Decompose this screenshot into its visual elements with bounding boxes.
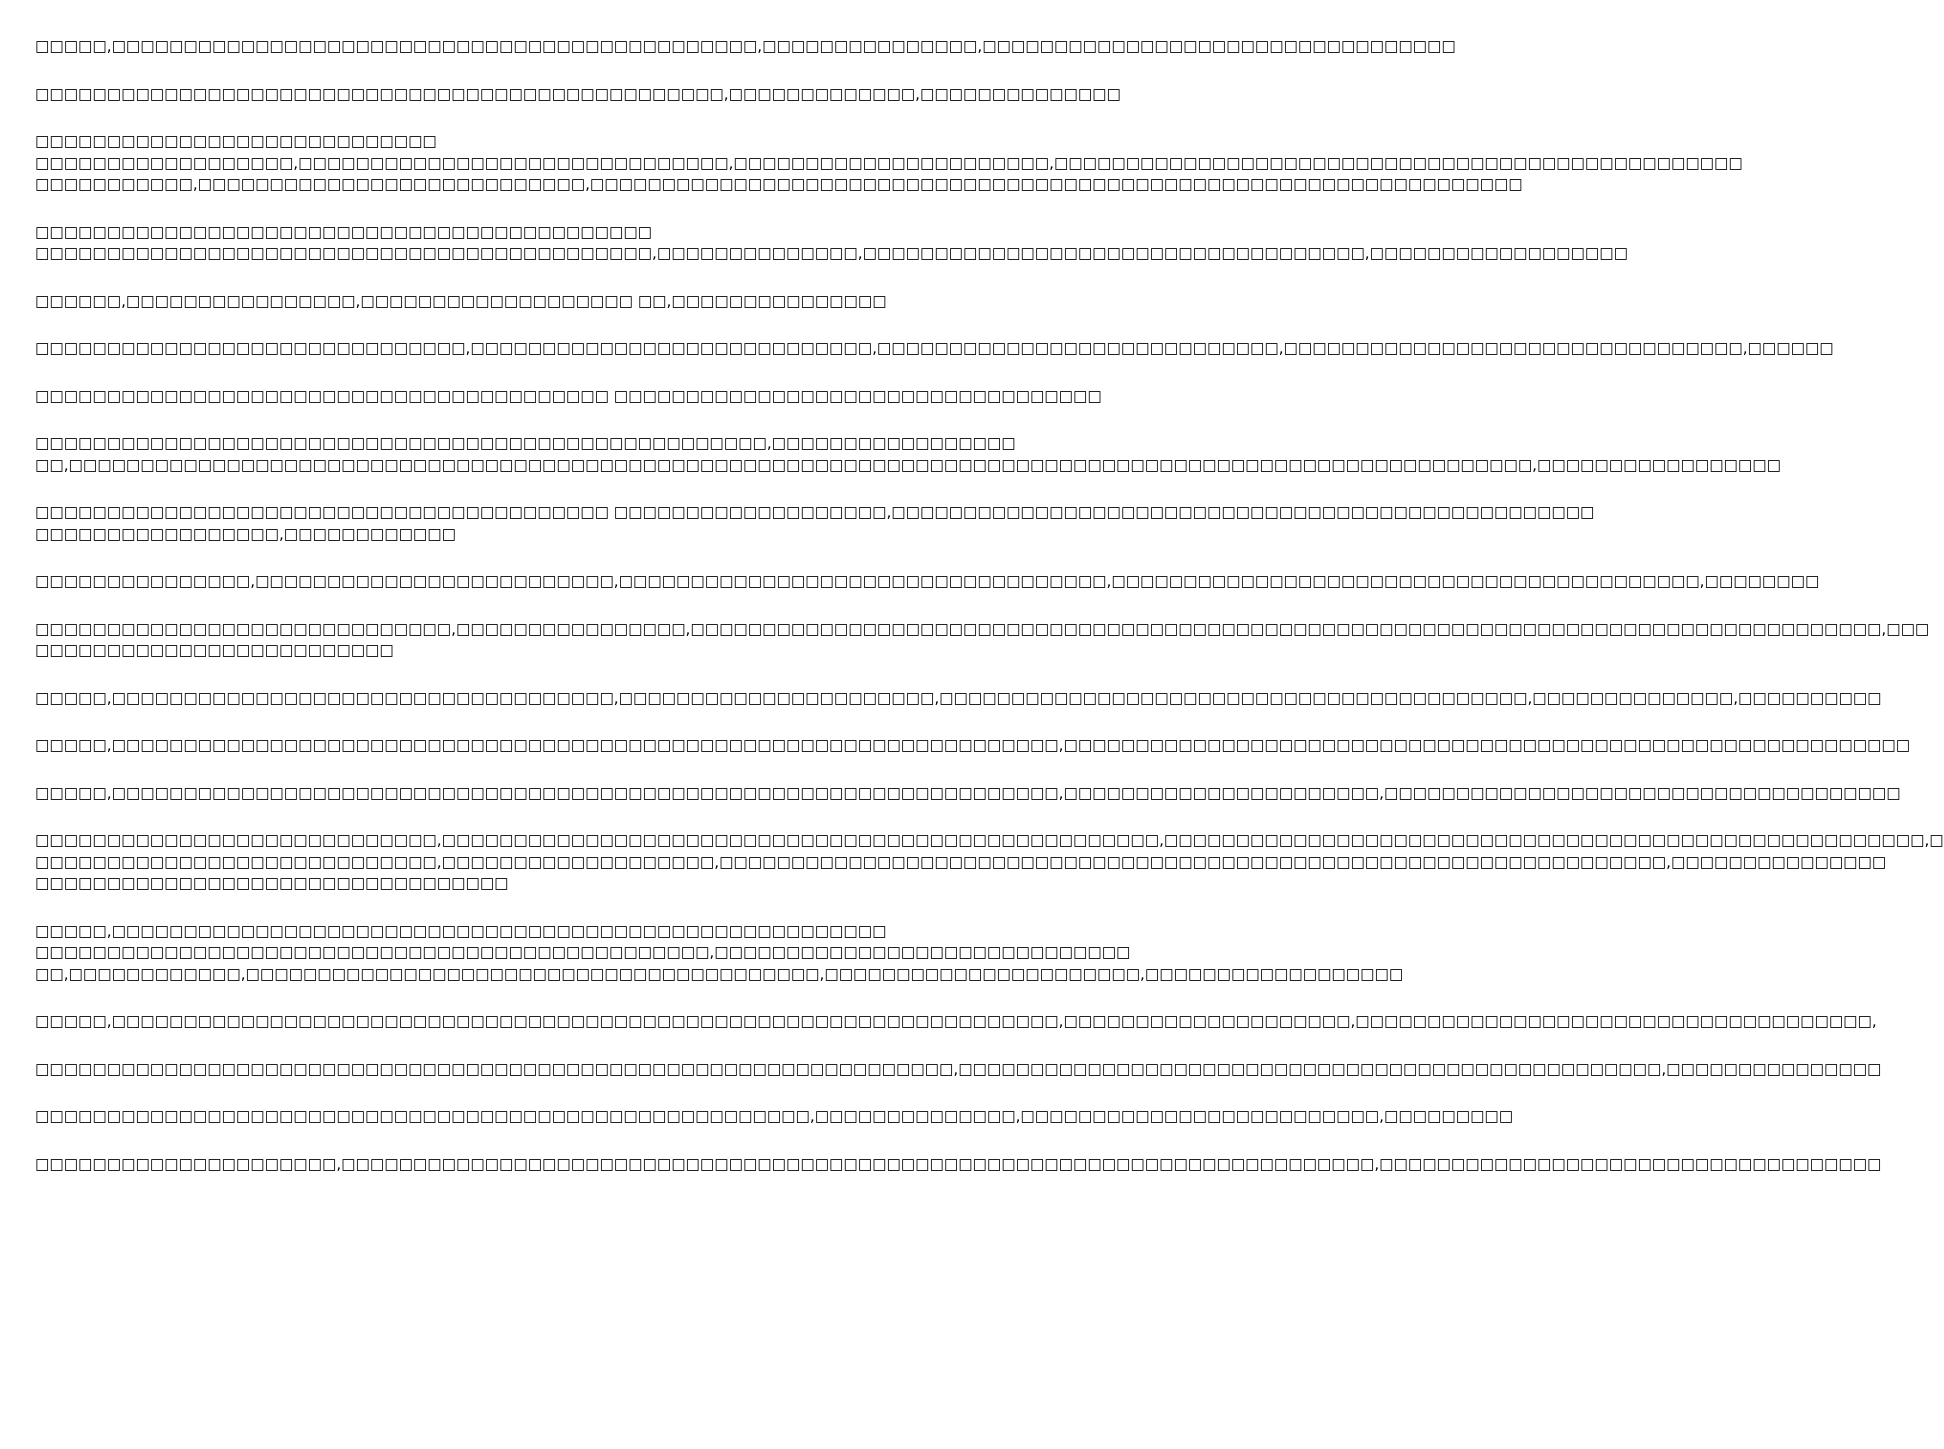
paragraph <box>35 386 1102 408</box>
text-line: □□□□□,□□□□□□□□□□□□□□□□□□□□□□□□□□□□□□□□□□□□□□□□□□□□□,□□□□□□□□□□□□□□□,□□□□□□□□□□□□□□□□□□□□□□□□□□□□□□□□□ <box>35 37 1456 55</box>
text-line: □□□□□□□□□□□□□□□□□□□□□□□□□□□□□□□□□□□□□□□□□□□□□□□□,□□□□□□□□□□□□□,□□□□□□□□□□□□□□ <box>35 84 1121 103</box>
text-line: □□□□□□□□□□□□□□□□□□□□□□□□□□□□□□,□□□□□□□□□□□□□□□□□□□□□□□□□□□□,□□□□□□□□□□□□□□□□□□□□□□□□□□□□,□□□□□□□□□□□□□□□□□□□□□□□□□□□□□□□□,□□□□□□ <box>35 339 1834 357</box>
text-line: □□□□□,□□□□□□□□□□□□□□□□□□□□□□□□□□□□□□□□□□□□□□□□□□□□□□□□□□□□□□□□□□□□□□□□□□,□□□□□□□□□□□□□□□□□□□□,□□□□□□□□□□□□□□□□□□□□□□□□□□□□□□□□□□□□, <box>35 1012 1877 1030</box>
text-line: □□□□□□□□□□□□□□□□□□□□□□□□□□□□,□□□□□□□□□□□□□□□□□□□□□□□□□□□□□□□□□□□□□□□□□□□□□□□□□□,□□□□□□□□□□□□□□□□□□□□□□□□□□□□□□□□□□□□□□□□□□□□□□□□□□□□□,□ <box>35 831 1944 849</box>
paragraph <box>35 1011 1877 1033</box>
text-line: □□,□□□□□□□□□□□□,□□□□□□□□□□□□□□□□□□□□□□□□□□□□□□□□□□□□□□□□,□□□□□□□□□□□□□□□□□□□□□□,□□□□□□□□□□□□□□□□□□ <box>35 964 1404 983</box>
text-line: □□□□□,□□□□□□□□□□□□□□□□□□□□□□□□□□□□□□□□□□□□□□□□□□□□□□□□□□□□□□□□□□□□□□□□□□,□□□□□□□□□□□□□□□□□□□□□□□□□□□□□□□□□□□□□□□□□□□□□□□□□□□□□□□□□□□ <box>35 736 1911 754</box>
paragraph <box>35 921 1404 986</box>
paragraph <box>35 338 1834 360</box>
text-line: □□□□□□□□□□□□□□□□□□□□□□□□□□□□□,□□□□□□□□□□□□□□□□,□□□□□□□□□□□□□□□□□□□□□□□□□□□□□□□□□□□□□□□□□□□□□□□□□□□□□□□□□□□□□□□□□□□□□□□□□□□□□□□□□□□,□□□ <box>35 619 1930 638</box>
paragraph <box>35 783 1901 805</box>
paragraph <box>35 619 1930 662</box>
text-line: □□□□□,□□□□□□□□□□□□□□□□□□□□□□□□□□□□□□□□□□□□□□□□□□□□□□□□□□□□□□□□□□□□□□□□□□,□□□□□□□□□□□□□□□□□□□□□□,□□□□□□□□□□□□□□□□□□□□□□□□□□□□□□□□□□□□ <box>35 783 1901 802</box>
text-line: □□□□□□□□□□□□□□□□□□□□□□□□□□□□ <box>35 132 437 150</box>
paragraph <box>35 36 1456 58</box>
text-line: □□□□□□□□□□□□□□□□□□□□□□□□□□□□□□□□□□□□□□□□□□□□□□□□□□□,□□□□□□□□□□□□□□□□□ <box>35 434 1016 452</box>
document-page <box>35 36 1944 1416</box>
paragraph <box>35 1059 1882 1081</box>
text-line: □□□□□□□□□□□□□□□□□□□□□□□□□□□□□□□□□□□□□□□□ □□□□□□□□□□□□□□□□□□□,□□□□□□□□□□□□□□□□□□□□□□□□□□□□□□□□□□□□□□□□□□□□□□□□□ <box>35 503 1595 521</box>
paragraph <box>35 571 1820 593</box>
paragraph <box>35 1154 1882 1176</box>
text-line: □□□□□□□□□□□□□□□□□□□□□□□□□□□□□□□□□□□□□□□□ □□□□□□□□□□□□□□□□□□□□□□□□□□□□□□□□□□ <box>35 386 1102 405</box>
text-line: □□□□□,□□□□□□□□□□□□□□□□□□□□□□□□□□□□□□□□□□□,□□□□□□□□□□□□□□□□□□□□□□,□□□□□□□□□□□□□□□□□□□□□□□□□□□□□□□□□□□□□□□□□,□□□□□□□□□□□□□□,□□□□□□□□□□ <box>35 688 1882 707</box>
text-line: □□□□□□□□□□□□□□□□□□□□□□□□□□□□□□□□□□□□□□□□□□□,□□□□□□□□□□□□□□,□□□□□□□□□□□□□□□□□□□□□□□□□□□□□□□□□□□,□□□□□□□□□□□□□□□□□□ <box>35 244 1628 262</box>
paragraph <box>35 84 1121 106</box>
text-line: □□□□□□□□□□□□□□□□□□□□□□□□□□□□□□□□□□□□□□□□□□□□□□□□□□□□□□,□□□□□□□□□□□□□□,□□□□□□□□□□□□□□□□□□□□□□□□□,□□□□□□□□□ <box>35 1107 1514 1125</box>
text-line: □□□□□□□□□□□□□□□□□□□□□□□□□□□□□□□□□□□□□□□□□□□□□□□,□□□□□□□□□□□□□□□□□□□□□□□□□□□□□ <box>35 943 1131 961</box>
text-line: □□□□□□□□□□□□□□□□□□□□□□□□□□□□□□□□□□□□□□□□□□□ <box>35 222 653 241</box>
text-line: □□,□□□□□□□□□□□□□□□□□□□□□□□□□□□□□□□□□□□□□□□□□□□□□□□□□□□□□□□□□□□□□□□□□□□□□□□□□□□□□□□□□□□□□□□□□□□□□□□□□□□□□□,□□□□□□□□□□□□□□□□□ <box>35 455 1781 474</box>
paragraph <box>35 688 1882 710</box>
text-line: □□□□□□□□□□□□□□□□□□□□□□□□□□□□□□□□□□□□□□□□□□□□□□□□□□□□□□□□□□□□□□□□,□□□□□□□□□□□□□□□□□□□□□□□□□□□□□□□□□□□□□□□□□□□□□□□□□,□□□□□□□□□□□□□□□ <box>35 1059 1882 1078</box>
text-line: □□□□□□□□□□□,□□□□□□□□□□□□□□□□□□□□□□□□□□□,□□□□□□□□□□□□□□□□□□□□□□□□□□□□□□□□□□□□□□□□□□□□□□□□□□□□□□□□□□□□□□□□□ <box>35 175 1523 193</box>
text-line: □□□□□□□□□□□□□□□,□□□□□□□□□□□□□□□□□□□□□□□□□,□□□□□□□□□□□□□□□□□□□□□□□□□□□□□□□□□□,□□□□□□□□□□□□□□□□□□□□□□□□□□□□□□□□□□□□□□□□□,□□□□□□□□ <box>35 572 1820 590</box>
text-line: □□□□□□□□□□□□□□□□□□,□□□□□□□□□□□□□□□□□□□□□□□□□□□□□□,□□□□□□□□□□□□□□□□□□□□□□,□□□□□□□□□□□□□□□□□□□□□□□□□□□□□□□□□□□□□□□□□□□□□□□□ <box>35 153 1743 172</box>
paragraph <box>35 222 1628 265</box>
text-line: □□□□□□□□□□□□□□□□□,□□□□□□□□□□□□ <box>35 524 456 543</box>
paragraph <box>35 131 1743 196</box>
text-line: □□□□□□□□□□□□□□□□□□□□□□□□□ <box>35 641 394 659</box>
paragraph <box>35 735 1911 757</box>
text-line: □□□□□□□□□□□□□□□□□□□□□□□□□□□□,□□□□□□□□□□□□□□□□□□□,□□□□□□□□□□□□□□□□□□□□□□□□□□□□□□□□□□□□□□□□□□□□□□□□□□□□□□□□□□□□□□□□□□,□□□□□□□□□□□□□□□ <box>35 852 1887 871</box>
paragraph <box>35 1106 1514 1128</box>
text-line: □□□□□□,□□□□□□□□□□□□□□□□,□□□□□□□□□□□□□□□□□□□ □□,□□□□□□□□□□□□□□□ <box>35 291 887 310</box>
paragraph <box>35 502 1595 545</box>
text-line: □□□□□,□□□□□□□□□□□□□□□□□□□□□□□□□□□□□□□□□□□□□□□□□□□□□□□□□□□□□□ <box>35 921 887 940</box>
paragraph <box>35 433 1781 476</box>
text-line: □□□□□□□□□□□□□□□□□□□□□□□□□□□□□□□□□ <box>35 874 509 892</box>
paragraph <box>35 830 1944 895</box>
paragraph <box>35 291 990 313</box>
text-line: □□□□□□□□□□□□□□□□□□□□□,□□□□□□□□□□□□□□□□□□□□□□□□□□□□□□□□□□□□□□□□□□□□□□□□□□□□□□□□□□□□□□□□□□□□□□□□,□□□□□□□□□□□□□□□□□□□□□□□□□□□□□□□□□□□ <box>35 1154 1882 1173</box>
